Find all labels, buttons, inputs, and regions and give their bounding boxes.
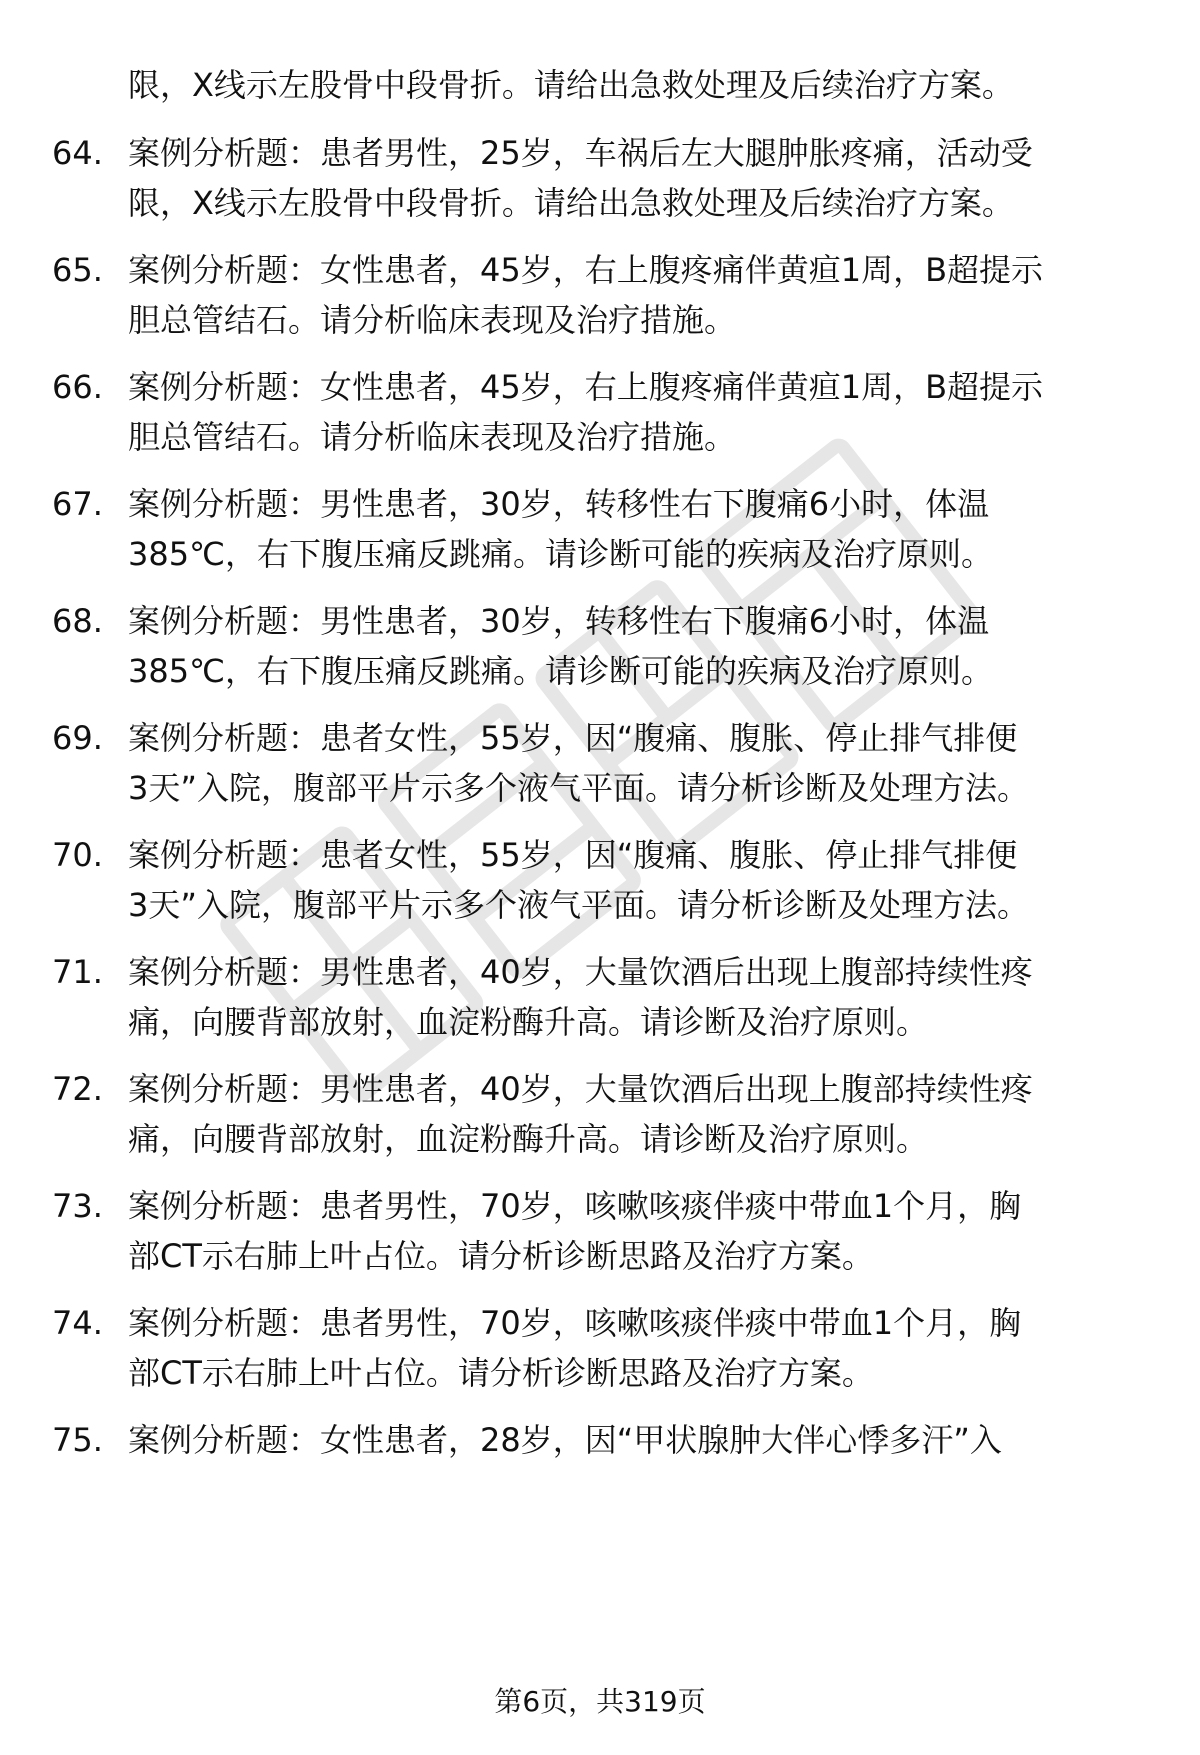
question-number: 70.	[52, 836, 103, 874]
question-number: 68.	[52, 602, 103, 640]
question-text: 案例分析题：患者男性，70岁，咳嗽咳痰伴痰中带血1个月，胸 部CT示右肺上叶占位。请分析诊断思路及治疗方案。	[128, 1304, 1022, 1392]
question-number: 65.	[52, 251, 103, 289]
continuation-line: 限，X线示左股骨中段骨折。请给出急救处理及后续治疗方案。	[128, 66, 1014, 104]
question-text: 案例分析题：女性患者，28岁，因“甲状腺肿大伴心悸多汗”入	[128, 1421, 1002, 1459]
question-number: 67.	[52, 485, 103, 523]
question-number: 73.	[52, 1187, 103, 1225]
question-number: 64.	[52, 134, 103, 172]
question-number: 75.	[52, 1421, 103, 1459]
question-number: 74.	[52, 1304, 103, 1342]
question-text: 案例分析题：患者女性，55岁，因“腹痛、腹胀、停止排气排便 3天”入院，腹部平片示多个液气平面。请分析诊断及处理方法。	[128, 719, 1029, 807]
question-number: 66.	[52, 368, 103, 406]
question-text: 案例分析题：男性患者，40岁，大量饮酒后出现上腹部持续性疼 痛，向腰背部放射，血淀粉酶升高。请诊断及治疗原则。	[128, 953, 1033, 1041]
question-number: 71.	[52, 953, 103, 991]
question-number: 72.	[52, 1070, 103, 1108]
question-text: 案例分析题：患者女性，55岁，因“腹痛、腹胀、停止排气排便 3天”入院，腹部平片示多个液气平面。请分析诊断及处理方法。	[128, 836, 1029, 924]
question-text: 案例分析题：患者男性，25岁，车祸后左大腿肿胀疼痛，活动受 限，X线示左股骨中段骨折。请给出急救处理及后续治疗方案。	[128, 134, 1033, 222]
page-footer: 第6页，共319页	[494, 1685, 706, 1718]
question-text: 案例分析题：男性患者，30岁，转移性右下腹痛6小时，体温 385℃，右下腹压痛反跳痛。请诊断可能的疾病及治疗原则。	[128, 485, 994, 573]
question-number: 69.	[52, 719, 103, 757]
question-text: 案例分析题：男性患者，30岁，转移性右下腹痛6小时，体温 385℃，右下腹压痛反跳痛。请诊断可能的疾病及治疗原则。	[128, 602, 994, 690]
question-text: 案例分析题：患者男性，70岁，咳嗽咳痰伴痰中带血1个月，胸 部CT示右肺上叶占位。请分析诊断思路及治疗方案。	[128, 1187, 1022, 1275]
question-text: 案例分析题：男性患者，40岁，大量饮酒后出现上腹部持续性疼 痛，向腰背部放射，血淀粉酶升高。请诊断及治疗原则。	[128, 1070, 1033, 1158]
question-text: 案例分析题：女性患者，45岁，右上腹疼痛伴黄疸1周，B超提示 胆总管结石。请分析临床表现及治疗措施。	[128, 368, 1044, 456]
question-text: 案例分析题：女性患者，45岁，右上腹疼痛伴黄疸1周，B超提示 胆总管结石。请分析临床表现及治疗措施。	[128, 251, 1044, 339]
